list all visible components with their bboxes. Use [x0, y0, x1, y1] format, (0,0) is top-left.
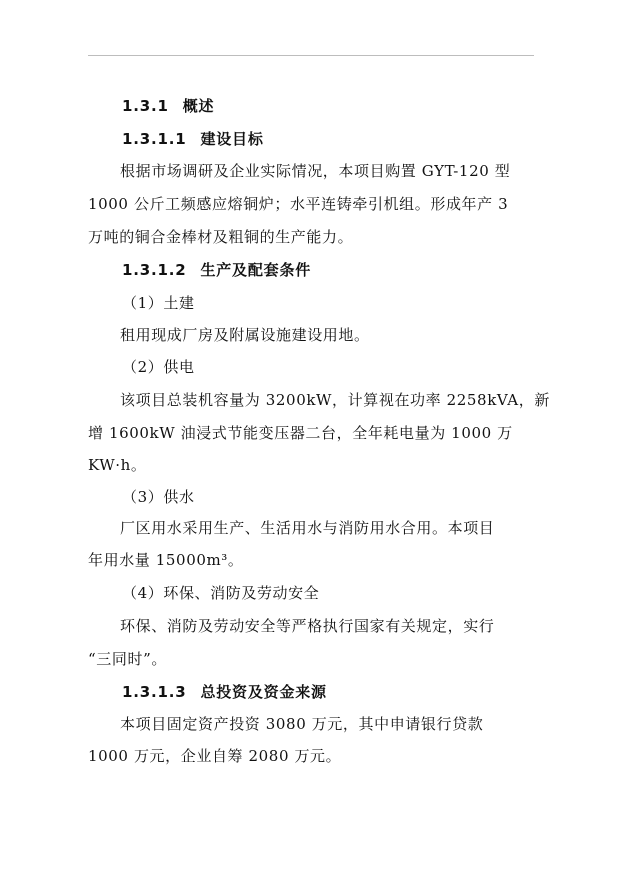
paragraph-line: 本项目固定资产投资 3080 万元，其中申请银行贷款 — [120, 715, 484, 733]
header-rule — [88, 55, 534, 56]
subsection-title-2: 生产及配套条件 — [200, 261, 312, 279]
paragraph-line: 万吨的铜合金棒材及粗铜的生产能力。 — [88, 228, 354, 246]
paragraph-line: 年用水量 15000m³。 — [88, 551, 244, 569]
subsection-title-3: 总投资及资金来源 — [200, 683, 327, 701]
paragraph-line: 1000 公斤工频感应熔铜炉；水平连铸牵引机组。形成年产 3 — [88, 195, 509, 213]
subsection-heading-1 — [122, 129, 264, 149]
subsection-title-1: 建设目标 — [200, 130, 264, 148]
section-title: 概述 — [182, 97, 215, 115]
item-label-3: （3）供水 — [122, 488, 195, 506]
subsection-number-1: 1.3.1.1 — [122, 130, 187, 148]
paragraph-line: 租用现成厂房及附属设施建设用地。 — [120, 326, 370, 344]
item-label-2: （2）供电 — [122, 358, 195, 376]
section-heading — [122, 96, 214, 116]
paragraph-line: 该项目总装机容量为 3200kW，计算视在功率 2258kVA，新 — [120, 391, 550, 409]
paragraph-line: 厂区用水采用生产、生活用水与消防用水合用。本项目 — [120, 519, 495, 537]
subsection-heading-2 — [122, 260, 311, 280]
item-label-4: （4）环保、消防及劳动安全 — [122, 584, 320, 602]
item-label-1: （1）土建 — [122, 294, 195, 312]
subsection-number-3: 1.3.1.3 — [122, 683, 187, 701]
paragraph-line: 1000 万元，企业自筹 2080 万元。 — [88, 747, 342, 765]
paragraph-line: 增 1600kW 油浸式节能变压器二台，全年耗电量为 1000 万 — [88, 424, 513, 442]
section-number: 1.3.1 — [122, 97, 169, 115]
paragraph-line: KW·h。 — [88, 456, 147, 474]
subsection-number-2: 1.3.1.2 — [122, 261, 187, 279]
paragraph-line: 根据市场调研及企业实际情况，本项目购置 GYT-120 型 — [120, 162, 511, 180]
paragraph-line: 环保、消防及劳动安全等严格执行国家有关规定，实行 — [120, 617, 495, 635]
subsection-heading-3 — [122, 682, 327, 702]
paragraph-line: “三同时”。 — [88, 650, 167, 668]
